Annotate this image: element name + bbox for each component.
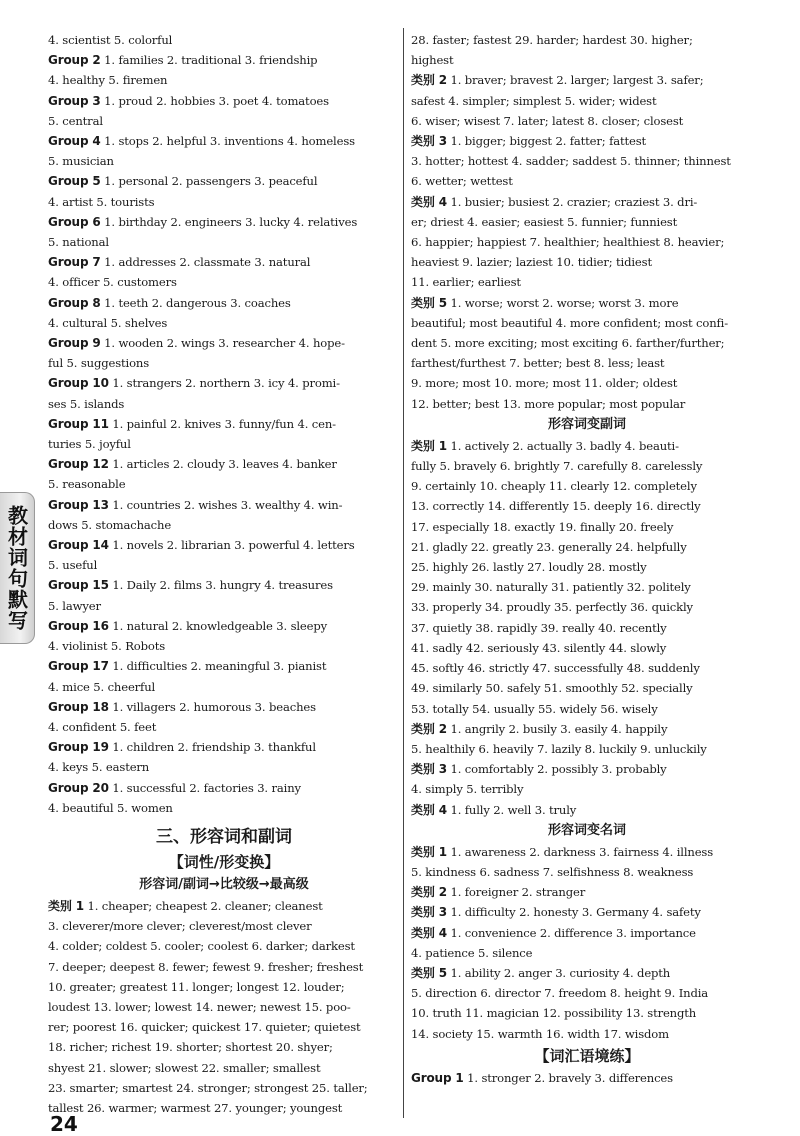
group-label: Group 14 (48, 538, 109, 553)
right-column (411, 30, 763, 1088)
answer-line (411, 618, 763, 638)
answer-line (411, 779, 763, 799)
answer-text: 9. more; most 10. more; most 11. older; oldest (411, 376, 678, 391)
answer-text: loudest 13. lower; lowest 14. newer; newest 15. poo- (48, 999, 351, 1014)
answer-text: 4. confident 5. feet (48, 719, 157, 734)
answer-line (48, 70, 400, 90)
answer-text: 3. hotter; hottest 4. sadder; saddest 5. thinner; thinnest (411, 154, 731, 169)
answer-text: fully 5. bravely 6. brightly 7. carefully 8. carelessly (411, 459, 703, 474)
answer-line (411, 842, 763, 862)
answer-line (48, 535, 400, 555)
answer-text: 37. quietly 38. rapidly 39. really 40. recently (411, 620, 667, 635)
answer-line (48, 757, 400, 777)
group-label: Group 20 (48, 780, 109, 795)
answer-text: 1. bigger; biggest 2. fatter; fattest (446, 134, 647, 149)
group-label: Group 7 (48, 255, 101, 270)
answer-line (411, 171, 763, 191)
group-label: Group 3 (48, 93, 101, 108)
answer-line (48, 414, 400, 434)
answer-text: 1. children 2. friendship 3. thankful (108, 740, 316, 755)
answer-line (48, 353, 400, 373)
answer-text: 5. lawyer (48, 598, 101, 613)
answer-line (48, 1037, 400, 1057)
group-label: 类别 2 (411, 73, 447, 88)
answer-text: turies 5. joyful (48, 437, 131, 452)
answer-text: 1. birthday 2. engineers 3. lucky 4. relatives (100, 214, 358, 229)
answer-text: 1. busier; busiest 2. crazier; craziest 3. dri- (446, 194, 698, 209)
answer-line (411, 293, 763, 313)
answer-text: 1. painful 2. knives 3. funny/fun 4. cen- (108, 416, 336, 431)
answer-line (48, 798, 400, 818)
answer-text: 4. violinist 5. Robots (48, 639, 166, 654)
adj-to-adv-heading: 形容词变副词 (547, 416, 626, 432)
answer-line (411, 70, 763, 90)
answer-text: 1. braver; bravest 2. larger; largest 3. safer; (446, 73, 704, 88)
answer-text: safest 4. simpler; simplest 5. wider; widest (411, 93, 657, 108)
answer-text: 1. proud 2. hobbies 3. poet 4. tomatoes (100, 93, 329, 108)
answer-line (411, 882, 763, 902)
answer-line (48, 616, 400, 636)
answer-text: 49. similarly 50. safely 51. smoothly 52. specially (411, 681, 693, 696)
answer-line (48, 313, 400, 333)
answer-text: 1. difficulties 2. meaningful 3. pianist (108, 659, 327, 674)
answer-text: 10. truth 11. magician 12. possibility 13. strength (411, 1006, 697, 1021)
answer-line (411, 212, 763, 232)
adj-to-noun-heading: 形容词变名词 (547, 822, 626, 838)
answer-line (48, 737, 400, 757)
answer-line (48, 717, 400, 737)
answer-line (411, 373, 763, 393)
answer-text: 1. angrily 2. busily 3. easily 4. happily (446, 721, 668, 736)
answer-line (411, 719, 763, 739)
answer-text: dent 5. more exciting; most exciting 6. farther/further; (411, 336, 725, 351)
group-label: 类别 3 (411, 905, 447, 920)
answer-text: 18. richer; richest 19. shorter; shortest 20. shyer; (48, 1040, 333, 1055)
answer-line (48, 474, 400, 494)
answer-line (48, 394, 400, 414)
answer-line (411, 192, 763, 212)
answer-line (48, 333, 400, 353)
answer-text: beautiful; most beautiful 4. more confident; most confi- (411, 315, 729, 330)
answer-line (411, 923, 763, 943)
answer-text: 5. direction 6. director 7. freedom 8. height 9. India (411, 986, 709, 1001)
group-label: Group 5 (48, 174, 101, 189)
group-label: Group 4 (48, 134, 101, 149)
group-label: 类别 2 (411, 721, 447, 736)
answer-line (48, 1017, 400, 1037)
answer-text: 4. keys 5. eastern (48, 760, 150, 775)
answer-line (48, 1058, 400, 1078)
answer-line (48, 111, 400, 131)
column-divider (403, 28, 404, 1118)
answer-line (48, 232, 400, 252)
answer-line (411, 272, 763, 292)
page-number: 24 (50, 1112, 78, 1136)
answer-text: rer; poorest 16. quicker; quickest 17. quieter; quietest (48, 1020, 361, 1035)
answer-text: 45. softly 46. strictly 47. successfully 48. suddenly (411, 661, 700, 676)
answer-line (48, 252, 400, 272)
answer-text: heaviest 9. lazier; laziest 10. tidier; tidiest (411, 255, 652, 270)
group-label: 类别 4 (411, 802, 447, 817)
side-tab-label: 教材词句默写 (4, 505, 29, 631)
answer-line (48, 977, 400, 997)
answer-text: 1. wooden 2. wings 3. researcher 4. hope- (100, 336, 345, 351)
answer-line (411, 759, 763, 779)
group-label: Group 6 (48, 214, 101, 229)
answer-text: ses 5. islands (48, 396, 125, 411)
answer-line (411, 91, 763, 111)
answer-text: 13. correctly 14. differently 15. deeply 16. directly (411, 499, 701, 514)
answer-line (411, 232, 763, 252)
answer-line (411, 1003, 763, 1023)
answer-text: 1. villagers 2. humorous 3. beaches (108, 699, 316, 714)
group-label: Group 11 (48, 416, 109, 431)
answer-text: 29. mainly 30. naturally 31. patiently 32. politely (411, 580, 691, 595)
group-label: 类别 3 (411, 134, 447, 149)
answer-text: 4. officer 5. customers (48, 275, 177, 290)
answer-line (48, 957, 400, 977)
answer-text: 10. greater; greatest 11. longer; longest 12. louder; (48, 979, 345, 994)
noun-answers (411, 842, 763, 1044)
answer-text: 4. cultural 5. shelves (48, 315, 168, 330)
group-label: 类别 5 (411, 965, 447, 980)
answer-text: 5. reasonable (48, 477, 126, 492)
answer-text: 4. colder; coldest 5. cooler; coolest 6. darker; darkest (48, 939, 355, 954)
answer-line (48, 192, 400, 212)
answer-text: 1. natural 2. knowledgeable 3. sleepy (108, 618, 328, 633)
comparative-answers (48, 896, 400, 1118)
answer-text: 1. stops 2. helpful 3. inventions 4. homeless (100, 134, 355, 149)
answer-text: 4. healthy 5. firemen (48, 73, 168, 88)
answer-line (411, 862, 763, 882)
answer-line (48, 916, 400, 936)
answer-line (48, 272, 400, 292)
answer-text: 7. deeper; deepest 8. fewer; fewest 9. fresher; freshest (48, 959, 364, 974)
answer-line (48, 936, 400, 956)
answer-text: 4. beautiful 5. women (48, 800, 173, 815)
answer-line (48, 515, 400, 535)
answer-line (411, 456, 763, 476)
answer-text: 25. highly 26. lastly 27. loudly 28. mostly (411, 560, 647, 575)
answer-text: highest (411, 53, 454, 68)
answer-text: 1. worse; worst 2. worse; worst 3. more (446, 295, 679, 310)
group-label: Group 13 (48, 497, 109, 512)
answer-line (411, 557, 763, 577)
group-label: 类别 4 (411, 925, 447, 940)
answer-line (411, 131, 763, 151)
answer-line (411, 333, 763, 353)
answer-text: 1. families 2. traditional 3. friendship (100, 53, 318, 68)
answer-line (411, 353, 763, 373)
side-tab (0, 492, 35, 644)
group-label: Group 18 (48, 699, 109, 714)
answer-line (48, 495, 400, 515)
group-label: Group 9 (48, 336, 101, 351)
answer-text: 4. simply 5. terribly (411, 782, 524, 797)
answer-text: tallest 26. warmer; warmest 27. younger; youngest (48, 1100, 343, 1115)
answer-line (48, 575, 400, 595)
answer-text: 1. ability 2. anger 3. curiosity 4. depth (446, 965, 671, 980)
answer-text: 1. countries 2. wishes 3. wealthy 4. win- (108, 497, 343, 512)
answer-text: 4. artist 5. tourists (48, 194, 155, 209)
answer-text: 4. patience 5. silence (411, 945, 533, 960)
answer-line (48, 30, 400, 50)
answer-line (411, 151, 763, 171)
answer-text: 41. sadly 42. seriously 43. silently 44. slowly (411, 640, 667, 655)
answer-text: 1. articles 2. cloudy 3. leaves 4. banker (108, 457, 337, 472)
group-answers (48, 30, 400, 818)
answer-text: 3. cleverer/more clever; cleverest/most clever (48, 919, 312, 934)
group-label: Group 1 (411, 1070, 464, 1085)
answer-text: 21. gladly 22. greatly 23. generally 24. helpfully (411, 539, 687, 554)
answer-line (411, 517, 763, 537)
answer-line (48, 1098, 400, 1118)
answer-text: 53. totally 54. usually 55. widely 56. wisely (411, 701, 658, 716)
answer-line (48, 636, 400, 656)
answer-line (411, 313, 763, 333)
context-answers (411, 1068, 763, 1088)
answer-line (48, 997, 400, 1017)
comparative-answers-cont (411, 30, 763, 414)
answer-text: 1. successful 2. factories 3. rainy (108, 780, 301, 795)
answer-text: 6. wetter; wettest (411, 174, 513, 189)
answer-text: 6. wiser; wisest 7. later; latest 8. closer; closest (411, 113, 684, 128)
answer-text: ful 5. suggestions (48, 356, 150, 371)
answer-text: 1. comfortably 2. possibly 3. probably (446, 762, 667, 777)
answer-line (48, 91, 400, 111)
answer-line (411, 983, 763, 1003)
answer-line (411, 50, 763, 70)
answer-line (48, 1078, 400, 1098)
answer-text: 5. national (48, 235, 109, 250)
answer-line (411, 111, 763, 131)
answer-line (411, 658, 763, 678)
answer-text: 1. strangers 2. northern 3. icy 4. promi- (108, 376, 340, 391)
answer-line (411, 1024, 763, 1044)
adverb-answers (411, 436, 763, 820)
answer-line (48, 896, 400, 916)
group-label: Group 10 (48, 376, 109, 391)
answer-line (411, 800, 763, 820)
answer-line (48, 212, 400, 232)
answer-text: 28. faster; fastest 29. harder; hardest 30. higher; (411, 33, 693, 47)
answer-text: 23. smarter; smartest 24. stronger; strongest 25. taller; (48, 1080, 368, 1095)
answer-text: 12. better; best 13. more popular; most popular (411, 396, 686, 411)
answer-line (411, 963, 763, 983)
answer-line (411, 577, 763, 597)
left-column (48, 30, 400, 1118)
answer-text: 17. especially 18. exactly 19. finally 20. freely (411, 519, 674, 534)
answer-line (48, 131, 400, 151)
answer-text: 4. mice 5. cheerful (48, 679, 156, 694)
answer-line (48, 171, 400, 191)
answer-line (411, 1068, 763, 1088)
answer-line (411, 252, 763, 272)
answer-text: 5. musician (48, 154, 114, 169)
answer-text: 1. teeth 2. dangerous 3. coaches (100, 295, 291, 310)
answer-line (48, 373, 400, 393)
answer-text: farthest/furthest 7. better; best 8. less; least (411, 356, 665, 371)
group-label: Group 15 (48, 578, 109, 593)
answer-text: 1. fully 2. well 3. truly (446, 802, 577, 817)
answer-text: 9. certainly 10. cheaply 11. clearly 12. completely (411, 479, 697, 494)
answer-line (48, 454, 400, 474)
answer-line (411, 436, 763, 456)
answer-line (48, 151, 400, 171)
group-label: Group 2 (48, 53, 101, 68)
answer-line (411, 394, 763, 414)
answer-line (411, 678, 763, 698)
answer-line (411, 699, 763, 719)
answer-line (48, 656, 400, 676)
answer-text: 1. cheaper; cheapest 2. cleaner; cleanest (83, 898, 323, 913)
answer-text: 14. society 15. warmth 16. width 17. wisdom (411, 1026, 669, 1041)
group-label: Group 19 (48, 740, 109, 755)
answer-line (411, 597, 763, 617)
answer-line (48, 596, 400, 616)
answer-text: 1. Daily 2. films 3. hungry 4. treasures (108, 578, 333, 593)
answer-line (411, 30, 763, 50)
context-practice-heading: 【词汇语境练】 (534, 1046, 640, 1065)
answer-text: 1. personal 2. passengers 3. peaceful (100, 174, 318, 189)
answer-text: 1. addresses 2. classmate 3. natural (100, 255, 311, 270)
answer-line (48, 555, 400, 575)
answer-line (48, 677, 400, 697)
answer-line (48, 434, 400, 454)
answer-line (411, 943, 763, 963)
answer-text: 5. useful (48, 558, 98, 573)
group-label: Group 16 (48, 618, 109, 633)
answer-text: 33. properly 34. proudly 35. perfectly 36. quickly (411, 600, 693, 615)
answer-text: 11. earlier; earliest (411, 275, 521, 290)
answer-text: dows 5. stomachache (48, 517, 172, 532)
group-label: 类别 2 (411, 885, 447, 900)
group-label: 类别 1 (411, 438, 447, 453)
answer-text: 1. difficulty 2. honesty 3. Germany 4. safety (446, 905, 701, 920)
answer-line (48, 50, 400, 70)
answer-text: shyest 21. slower; slowest 22. smaller; smallest (48, 1060, 321, 1075)
answer-line (411, 537, 763, 557)
answer-line (48, 293, 400, 313)
comparative-heading: 形容词/副词→比较级→最高级 (139, 876, 309, 892)
group-label: Group 12 (48, 457, 109, 472)
group-label: 类别 1 (48, 898, 84, 913)
group-label: 类别 5 (411, 295, 447, 310)
answer-text: 1. stronger 2. bravely 3. differences (463, 1070, 673, 1085)
answer-line (48, 778, 400, 798)
answer-line (411, 496, 763, 516)
group-label: 类别 4 (411, 194, 447, 209)
group-label: 类别 1 (411, 844, 447, 859)
answer-text: 1. novels 2. librarian 3. powerful 4. letters (108, 538, 355, 553)
answer-line (411, 739, 763, 759)
answer-line (411, 476, 763, 496)
answer-line (411, 902, 763, 922)
answer-text: 1. foreigner 2. stranger (446, 885, 586, 900)
answer-text: 1. convenience 2. difference 3. importance (446, 925, 696, 940)
answer-text: 5. healthily 6. heavily 7. lazily 8. luckily 9. unluckily (411, 741, 707, 756)
answer-line (411, 638, 763, 658)
group-label: Group 8 (48, 295, 101, 310)
answer-text: 5. central (48, 113, 103, 128)
section-subtitle: 【词性/形变换】 (168, 852, 280, 871)
group-label: Group 17 (48, 659, 109, 674)
section-title: 三、形容词和副词 (156, 826, 292, 847)
group-label: 类别 3 (411, 762, 447, 777)
answer-text: 1. awareness 2. darkness 3. fairness 4. illness (446, 844, 714, 859)
answer-text: er; driest 4. easier; easiest 5. funnier; funniest (411, 214, 678, 229)
answer-text: 6. happier; happiest 7. healthier; healthiest 8. heavier; (411, 235, 725, 250)
answer-text: 5. kindness 6. sadness 7. selfishness 8. weakness (411, 864, 694, 879)
answer-text: 4. scientist 5. colorful (48, 33, 173, 47)
answer-line (48, 697, 400, 717)
answer-text: 1. actively 2. actually 3. badly 4. beauti- (446, 438, 679, 453)
